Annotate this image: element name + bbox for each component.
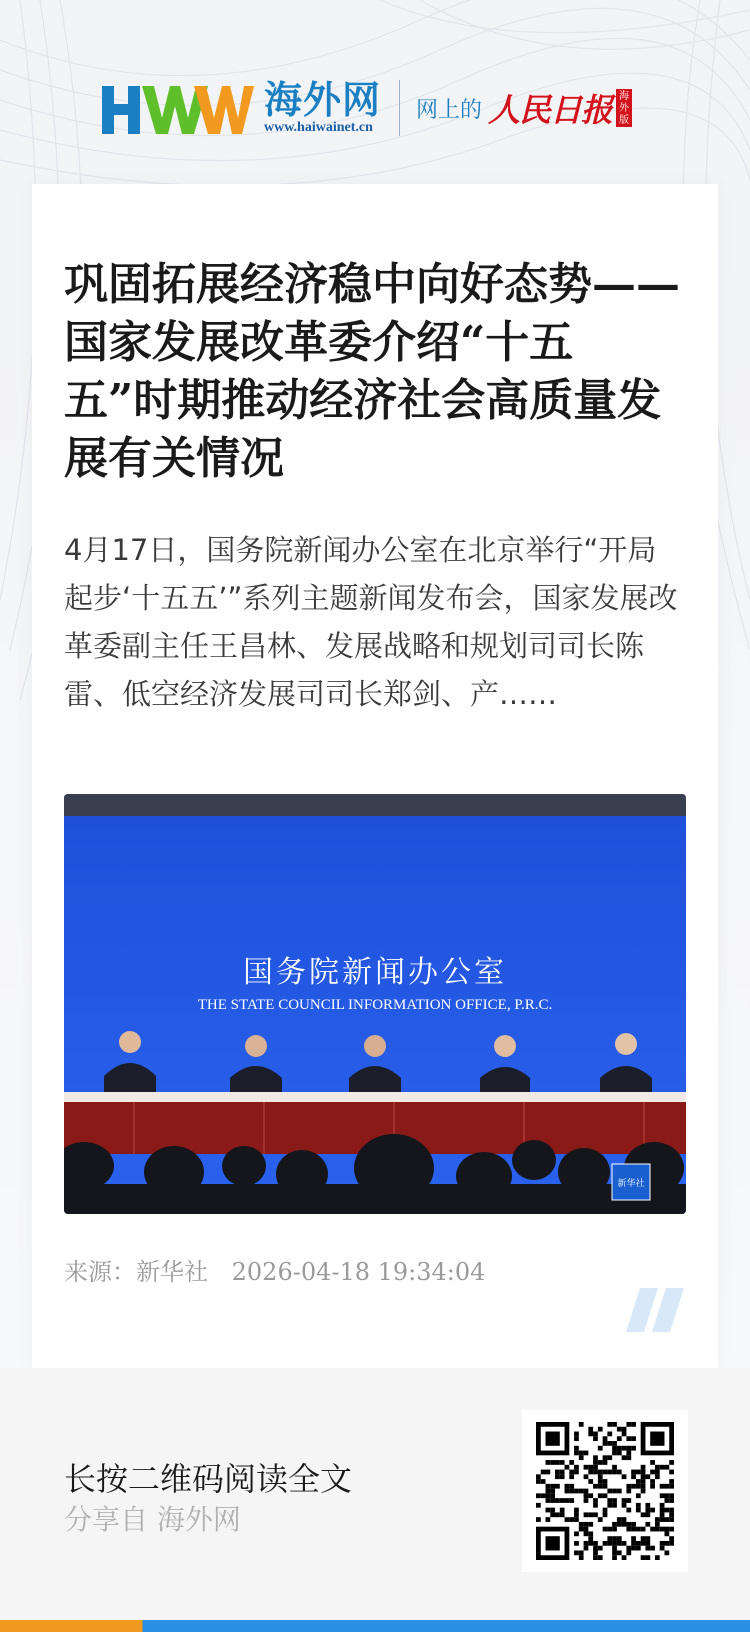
bottom-accent-bar bbox=[0, 1620, 750, 1632]
article-card bbox=[32, 184, 718, 1368]
slash-decoration bbox=[626, 1288, 686, 1336]
site-header bbox=[102, 78, 662, 138]
article-timestamp: 2026-04-18 19:34:04 bbox=[231, 1258, 486, 1286]
brand-url: www.haiwainet.cn bbox=[264, 120, 373, 135]
people-daily-logo: 人民日报 bbox=[488, 91, 613, 129]
article-title: 巩固拓展经济稳中向好态势——国家发展改革委介绍“十五五”时期推动经济社会高质量发展有关情况 bbox=[64, 259, 680, 484]
article-meta bbox=[64, 1252, 485, 1287]
hww-logo bbox=[102, 80, 254, 136]
article-source: 来源：新华社 bbox=[64, 1258, 208, 1286]
press-conference-photo bbox=[64, 794, 686, 1214]
backdrop-title-en: THE STATE COUNCIL INFORMATION OFFICE, P.R.C. bbox=[197, 997, 553, 1013]
header-divider bbox=[399, 80, 400, 136]
share-footer bbox=[0, 1368, 750, 1612]
qr-code-icon[interactable] bbox=[522, 1410, 688, 1572]
tagline: 网上的 bbox=[416, 97, 483, 123]
article-summary: 4月17日，国务院新闻办公室在北京举行“开局起步‘十五五’”系列主题新闻发布会，国家发展改革委副主任王昌林、发展战略和规划司司长陈雷、低空经济发展司司长郑剑、产…… bbox=[64, 533, 678, 711]
photo-watermark: 新华社 bbox=[617, 1179, 645, 1189]
brand-name-cn: 海外网 bbox=[264, 77, 382, 122]
backdrop-title-cn: 国务院新闻办公室 bbox=[243, 955, 507, 990]
share-instruction: 长按二维码阅读全文 bbox=[64, 1460, 353, 1498]
edition-seal: 海外版 bbox=[616, 89, 632, 127]
brand-name bbox=[264, 77, 382, 136]
share-from: 分享自 海外网 bbox=[64, 1503, 241, 1536]
